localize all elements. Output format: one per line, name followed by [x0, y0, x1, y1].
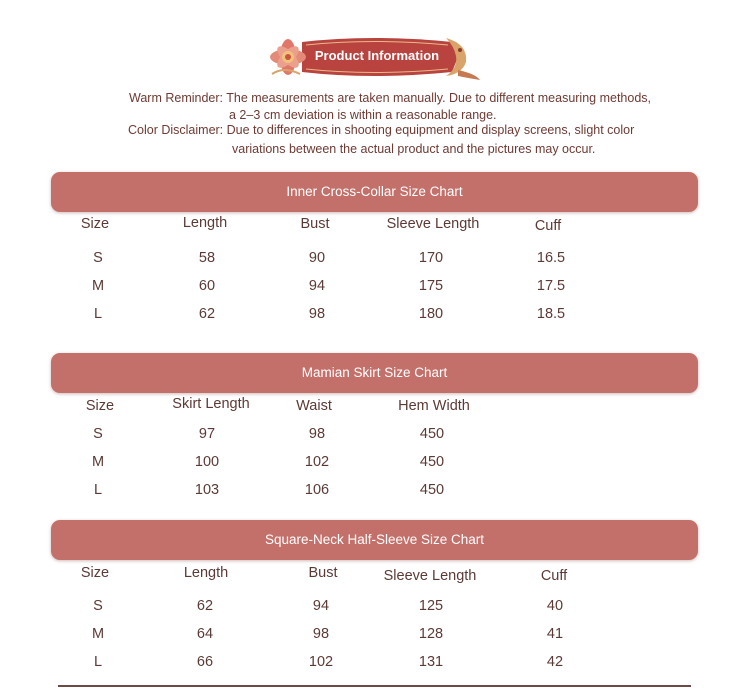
t1-r3-length: 62	[198, 306, 216, 322]
t1-header-bust: Bust	[300, 216, 330, 232]
warm-reminder-line-2: a 2–3 cm deviation is within a reasonable range.	[229, 108, 497, 122]
t3-r1-sleeve: 125	[418, 598, 444, 614]
t3-r3-length: 66	[196, 654, 214, 670]
t2-r1-hem: 450	[419, 426, 445, 442]
t1-r3-bust: 98	[308, 306, 326, 322]
t3-r1-cuff: 40	[546, 598, 564, 614]
t2-r1-size: S	[93, 426, 103, 442]
t2-r1-waist: 98	[308, 426, 326, 442]
t2-r2-hem: 450	[419, 454, 445, 470]
mamian-skirt-banner: Mamian Skirt Size Chart	[51, 353, 698, 393]
t2-header-size: Size	[85, 398, 115, 414]
t3-header-size: Size	[80, 565, 110, 581]
t3-header-sleeve-length: Sleeve Length	[383, 568, 477, 584]
warm-reminder-line-1: Warm Reminder: The measurements are taken manually. Due to different measuring methods,	[129, 91, 651, 105]
t1-r2-length: 60	[198, 278, 216, 294]
t3-r1-bust: 94	[312, 598, 330, 614]
t1-r3-sleeve: 180	[418, 306, 444, 322]
t1-header-size: Size	[80, 216, 110, 232]
t3-r2-bust: 98	[312, 626, 330, 642]
t2-r3-skirt-length: 103	[194, 482, 220, 498]
t3-header-bust: Bust	[308, 565, 338, 581]
t2-r1-skirt-length: 97	[198, 426, 216, 442]
color-disclaimer-line-1: Color Disclaimer: Due to differences in shooting equipment and display screens, slight color	[128, 123, 635, 137]
t3-r3-sleeve: 131	[418, 654, 444, 670]
t1-r1-cuff: 16.5	[536, 250, 566, 266]
t3-r2-sleeve: 128	[418, 626, 444, 642]
lotus-flower-icon	[270, 39, 306, 75]
t3-r2-length: 64	[196, 626, 214, 642]
t2-r2-skirt-length: 100	[194, 454, 220, 470]
inner-cross-collar-banner: Inner Cross-Collar Size Chart	[51, 172, 698, 212]
t3-r1-length: 62	[196, 598, 214, 614]
t3-r1-size: S	[93, 598, 103, 614]
t3-r3-size: L	[93, 654, 103, 670]
t1-r2-sleeve: 175	[418, 278, 444, 294]
t3-r2-size: M	[91, 626, 105, 642]
product-info-badge	[262, 30, 484, 84]
t2-r3-size: L	[93, 482, 103, 498]
t3-header-length: Length	[183, 565, 229, 581]
t1-r2-bust: 94	[308, 278, 326, 294]
t2-header-skirt-length: Skirt Length	[172, 396, 250, 412]
t1-r1-sleeve: 170	[418, 250, 444, 266]
badge-title: Product Information	[314, 48, 440, 63]
color-disclaimer-line-2: variations between the actual product and the pictures may occur.	[232, 142, 596, 156]
t1-r3-size: L	[93, 306, 103, 322]
t3-r2-cuff: 41	[546, 626, 564, 642]
t1-r1-size: S	[93, 250, 103, 266]
t2-header-hem-width: Hem Width	[398, 398, 470, 414]
t1-header-length: Length	[182, 215, 228, 231]
t3-r3-cuff: 42	[546, 654, 564, 670]
t2-r2-waist: 102	[304, 454, 330, 470]
t1-r1-length: 58	[198, 250, 216, 266]
t3-header-cuff: Cuff	[540, 568, 568, 584]
t2-header-waist: Waist	[296, 398, 332, 414]
square-neck-half-sleeve-banner: Square-Neck Half-Sleeve Size Chart	[51, 520, 698, 560]
t1-r2-cuff: 17.5	[536, 278, 566, 294]
t1-r1-bust: 90	[308, 250, 326, 266]
t2-r2-size: M	[91, 454, 105, 470]
t1-header-sleeve-length: Sleeve Length	[386, 216, 480, 232]
t2-r3-hem: 450	[419, 482, 445, 498]
t1-header-cuff: Cuff	[534, 218, 562, 234]
bottom-divider	[58, 685, 691, 687]
t3-r3-bust: 102	[308, 654, 334, 670]
t1-r2-size: M	[91, 278, 105, 294]
t2-r3-waist: 106	[304, 482, 330, 498]
t1-r3-cuff: 18.5	[536, 306, 566, 322]
